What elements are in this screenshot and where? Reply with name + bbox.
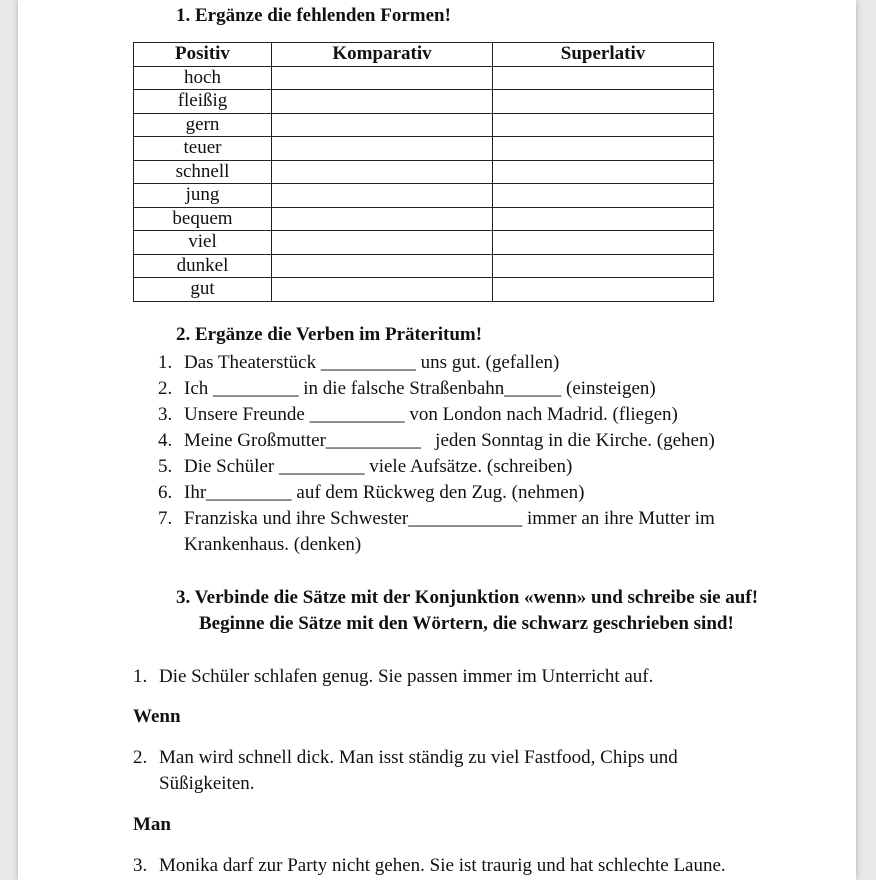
superlativ-cell[interactable] (493, 113, 714, 137)
table-header-row (134, 43, 714, 67)
starter-word-man: Man (133, 814, 171, 835)
table-row (134, 90, 714, 114)
item-number: 5. (158, 456, 173, 477)
item-text: Meine Großmutter__________ jeden Sonntag in die Kirche. (gehen) (184, 430, 715, 451)
item-text: Die Schüler _________ viele Aufsätze. (schreiben) (184, 456, 573, 477)
komparativ-cell[interactable] (272, 137, 493, 161)
komparativ-cell[interactable] (272, 113, 493, 137)
item-text: Man wird schnell dick. Man isst ständig zu viel Fastfood, Chips und Süßigkeiten. (159, 747, 678, 794)
positiv-cell: viel (134, 231, 272, 255)
exercise1-title: 1. Ergänze die fehlenden Formen! (176, 5, 451, 26)
superlativ-cell[interactable] (493, 278, 714, 302)
item-number: 4. (158, 430, 173, 451)
table-row (134, 66, 714, 90)
list-item (158, 350, 798, 376)
list-item (158, 454, 798, 480)
list-item (158, 480, 798, 506)
positiv-cell: fleißig (134, 90, 272, 114)
list-item (158, 428, 798, 454)
header-superlativ: Superlativ (493, 43, 714, 67)
positiv-cell: jung (134, 184, 272, 208)
table-row (134, 113, 714, 137)
ex3-item-2 (133, 745, 729, 797)
item-number: 3. (158, 404, 173, 425)
ex3-item-3 (133, 853, 753, 879)
table-row (134, 278, 714, 302)
superlativ-cell[interactable] (493, 137, 714, 161)
item-text: Unsere Freunde __________ von London nach Madrid. (fliegen) (184, 404, 678, 425)
header-positiv: Positiv (134, 43, 272, 67)
superlativ-cell[interactable] (493, 160, 714, 184)
table-row (134, 137, 714, 161)
worksheet-page (18, 0, 856, 880)
superlativ-cell[interactable] (493, 254, 714, 278)
komparativ-cell[interactable] (272, 278, 493, 302)
item-number: 1. (158, 352, 173, 373)
list-item (158, 402, 798, 428)
item-number: 2. (133, 747, 148, 768)
positiv-cell: dunkel (134, 254, 272, 278)
forms-table (133, 42, 714, 302)
komparativ-cell[interactable] (272, 184, 493, 208)
item-number: 7. (158, 508, 173, 529)
komparativ-cell[interactable] (272, 254, 493, 278)
item-text: Das Theaterstück __________ uns gut. (gefallen) (184, 352, 560, 373)
item-number: 1. (133, 666, 148, 687)
komparativ-cell[interactable] (272, 66, 493, 90)
exercise2-title: 2. Ergänze die Verben im Präteritum! (176, 324, 483, 345)
positiv-cell: hoch (134, 66, 272, 90)
item-text: Die Schüler schlafen genug. Sie passen immer im Unterricht auf. (159, 666, 654, 687)
item-text: Ihr_________ auf dem Rückweg den Zug. (nehmen) (184, 482, 585, 503)
positiv-cell: gern (134, 113, 272, 137)
starter-word-wenn: Wenn (133, 706, 181, 727)
list-item (158, 506, 743, 558)
superlativ-cell[interactable] (493, 184, 714, 208)
superlativ-cell[interactable] (493, 90, 714, 114)
list-item (158, 376, 798, 402)
exercise3-title-line1: 3. Verbinde die Sätze mit der Konjunktion «wenn» und schreibe sie auf! (176, 587, 759, 608)
positiv-cell: teuer (134, 137, 272, 161)
ex3-item-1 (133, 664, 753, 690)
komparativ-cell[interactable] (272, 160, 493, 184)
exercise3-title-line2: Beginne die Sätze mit den Wörtern, die schwarz geschrieben sind! (199, 613, 734, 634)
superlativ-cell[interactable] (493, 231, 714, 255)
item-text: Monika darf zur Party nicht gehen. Sie ist traurig und hat schlechte Laune. (159, 855, 726, 876)
table-row (134, 231, 714, 255)
table-row (134, 160, 714, 184)
superlativ-cell[interactable] (493, 207, 714, 231)
item-number: 3. (133, 855, 148, 876)
item-text: Ich _________ in die falsche Straßenbahn______ (einsteigen) (184, 378, 656, 399)
item-number: 2. (158, 378, 173, 399)
komparativ-cell[interactable] (272, 207, 493, 231)
header-komparativ: Komparativ (272, 43, 493, 67)
table-row (134, 184, 714, 208)
superlativ-cell[interactable] (493, 66, 714, 90)
komparativ-cell[interactable] (272, 231, 493, 255)
komparativ-cell[interactable] (272, 90, 493, 114)
positiv-cell: schnell (134, 160, 272, 184)
item-text: Franziska und ihre Schwester____________ immer an ihre Mutter im Krankenhaus. (denken) (184, 508, 720, 555)
item-number: 6. (158, 482, 173, 503)
positiv-cell: bequem (134, 207, 272, 231)
verb-exercise-list (158, 350, 798, 558)
positiv-cell: gut (134, 278, 272, 302)
table-row (134, 207, 714, 231)
table-row (134, 254, 714, 278)
